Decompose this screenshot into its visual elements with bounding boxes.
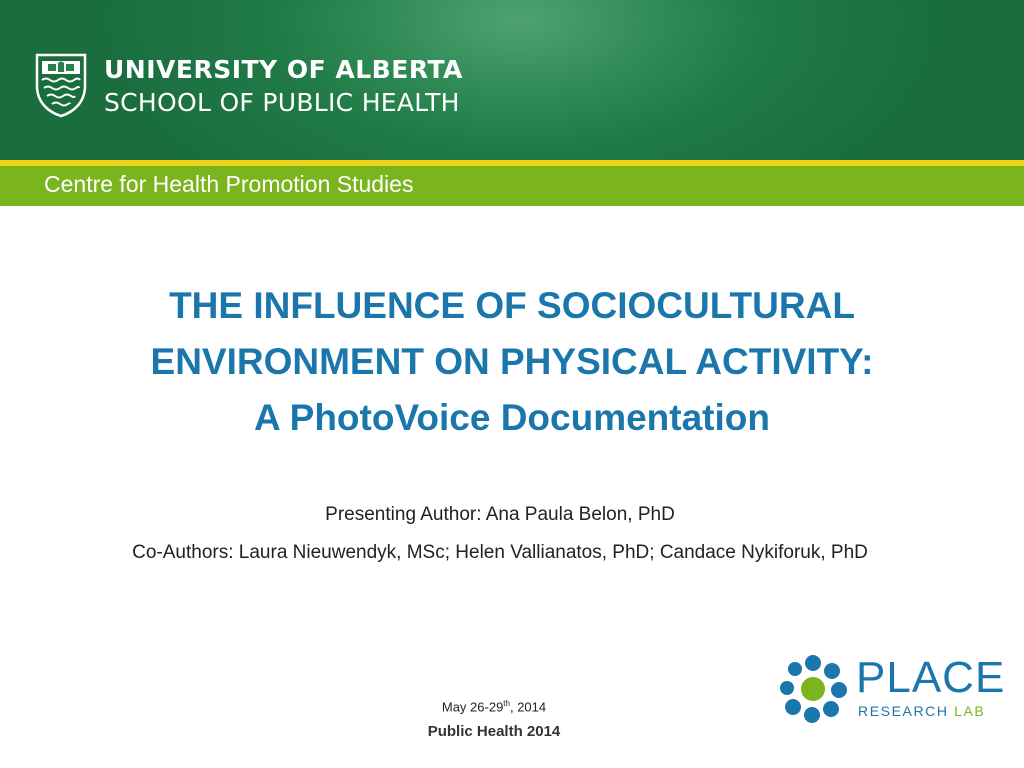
slide-title bbox=[40, 278, 984, 446]
place-logo-research: RESEARCH bbox=[858, 703, 949, 719]
university-name: UNIVERSITY OF ALBERTA bbox=[104, 55, 463, 84]
place-logo-lab: LAB bbox=[954, 703, 986, 719]
event-date-year: , 2014 bbox=[509, 699, 547, 715]
place-logo-name: PLACE bbox=[856, 653, 1006, 702]
school-name: SCHOOL OF PUBLIC HEALTH bbox=[104, 88, 460, 117]
title-line-3: A PhotoVoice Documentation bbox=[254, 397, 770, 438]
title-line-2: ENVIRONMENT ON PHYSICAL ACTIVITY: bbox=[150, 341, 874, 382]
university-crest-icon bbox=[34, 52, 88, 118]
event-date-main: May 26-29 bbox=[441, 699, 504, 715]
place-dots-icon bbox=[779, 655, 847, 723]
event-date-ordinal: th bbox=[503, 699, 510, 708]
event-date bbox=[244, 699, 744, 714]
presenting-author: Presenting Author: Ana Paula Belon, PhD bbox=[325, 504, 675, 525]
event-name: Public Health 2014 bbox=[427, 723, 561, 740]
centre-name: Centre for Health Promotion Studies bbox=[44, 171, 414, 197]
place-logo-subtitle bbox=[858, 703, 985, 719]
title-line-1: THE INFLUENCE OF SOCIOCULTURAL bbox=[169, 285, 855, 326]
co-authors: Co-Authors: Laura Nieuwendyk, MSc; Helen Vallianatos, PhD; Candace Nykiforuk, PhD bbox=[132, 542, 868, 563]
